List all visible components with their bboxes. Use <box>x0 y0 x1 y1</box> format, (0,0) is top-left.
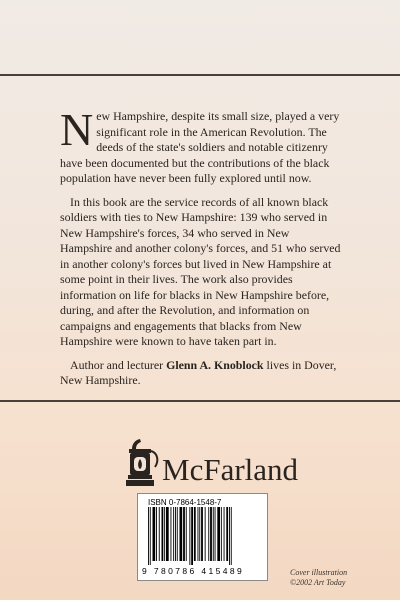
barcode-bars <box>147 507 259 565</box>
cover-credit <box>290 568 347 588</box>
barcode-box <box>137 493 268 581</box>
paragraph-1-text: ew Hampshire, despite its small size, played a very significant role in the American Revolution. The deeds of the state's soldiers and notable citizenry have been documented but the contributions of the black population have never been fully explored until now. <box>60 109 340 185</box>
lantern-icon <box>124 437 160 489</box>
blurb-paragraph-2: In this book are the service records of all known black soldiers with ties to New Hampshire: 139 who served in New Hampshire's forces, 34 who served in New Hampshire and another colony's forces, and 51 who served in another colony's forces but lived in New Hampshire at some point in their lives. The work also provides information on life for blacks in New Hampshire before, during, and after the Revolution, and information on campaigns and engagements that blacks from New Hampshire were known to have taken part in. <box>60 194 341 348</box>
author-outro: lives in Dover, New Hampshire. <box>60 357 337 387</box>
top-rule <box>0 74 400 76</box>
barcode-digits: 9 780786 415489 <box>142 566 245 576</box>
credit-line-2: ©2002 Art Today <box>290 578 346 587</box>
back-cover-blurb <box>60 104 343 397</box>
author-paragraph <box>60 358 343 389</box>
blurb-paragraph-1 <box>60 104 343 187</box>
bottom-rule <box>0 400 400 402</box>
author-intro: Author and lecturer <box>70 357 167 372</box>
drop-cap: N <box>60 104 94 155</box>
publisher-name: McFarland <box>162 452 299 487</box>
credit-line-1: Cover illustration <box>290 568 348 577</box>
isbn-label: ISBN 0-7864-1548-7 <box>148 498 222 507</box>
author-name: Glenn A. Knoblock <box>166 357 264 372</box>
